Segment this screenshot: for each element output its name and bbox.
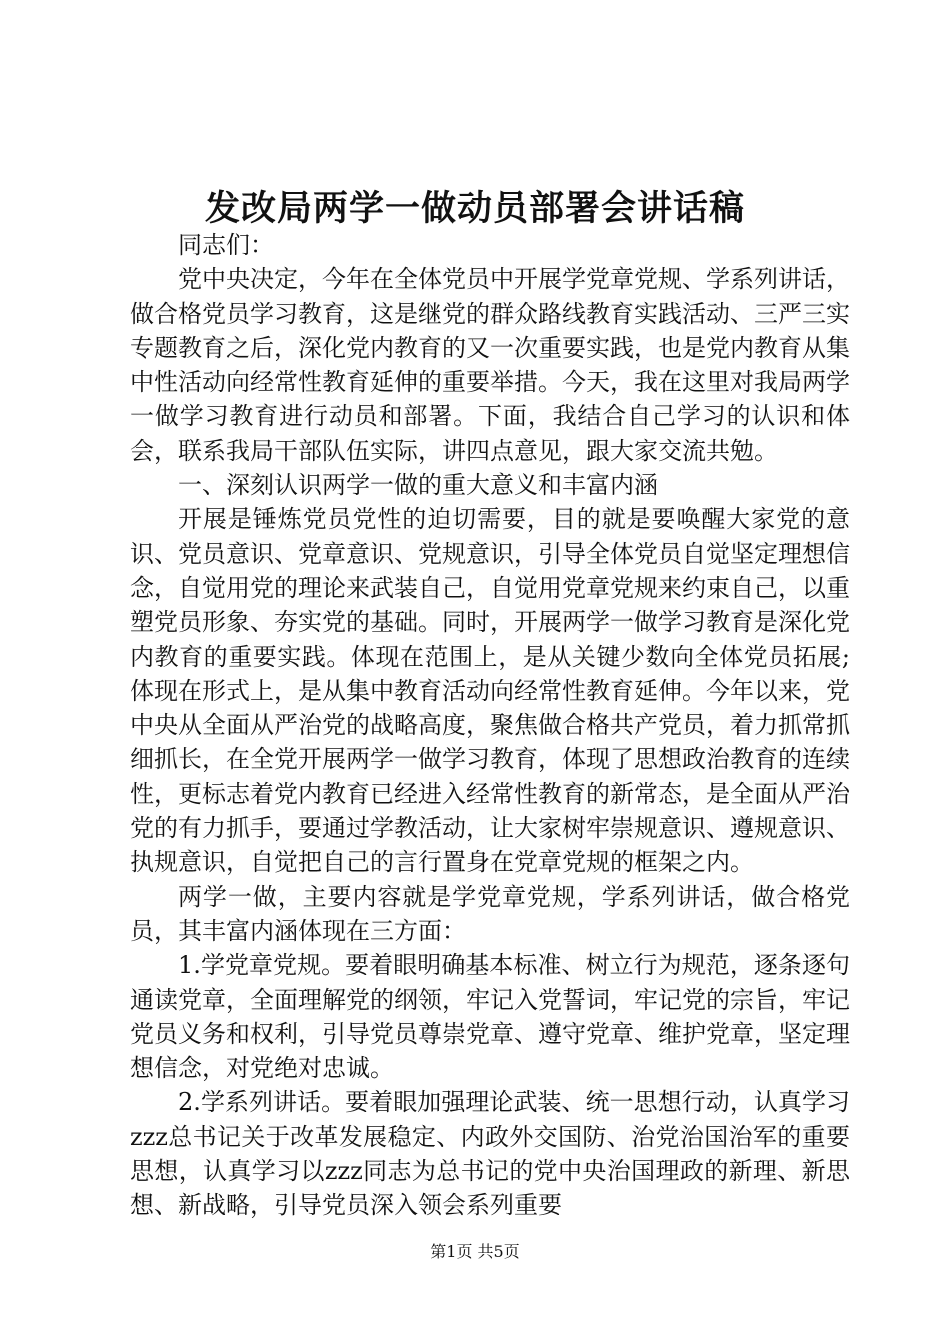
page-number-footer: 第1页 共5页: [430, 1242, 520, 1261]
document-title: 发改局两学一做动员部署会讲话稿: [204, 188, 745, 229]
section-heading: 一、深刻认识两学一做的重大意义和丰富内涵: [178, 471, 658, 500]
list-item-paragraph: 2.学系列讲话。要着眼加强理论武装、统一思想行动，认真学习zzz总书记关于改革发展稳定、内政外交国防、治党治国治军的重要思想，认真学习以zzz同志为总书记的党中央治国理政的新理、新思想、新战略，引导党员深入领会系列重要: [130, 1088, 850, 1220]
list-item-paragraph: 1.学党章党规。要着眼明确基本标准、树立行为规范，逐条逐句通读党章，全面理解党的纲领，牢记入党誓词，牢记党的宗旨，牢记党员义务和权利，引导党员尊崇党章、遵守党章、维护党章，坚定理想信念，对党绝对忠诚。: [130, 951, 850, 1083]
body-paragraph: 两学一做，主要内容就是学党章党规，学系列讲话，做合格党员，其丰富内涵体现在三方面：: [130, 882, 850, 945]
salutation-paragraph: 同志们：: [178, 231, 274, 259]
body-paragraph: 开展是锤炼党员党性的迫切需要，目的就是要唤醒大家党的意识、党员意识、党章意识、党规意识，引导全体党员自觉坚定理想信念，自觉用党的理论来武装自己，自觉用党章党规来约束自己，以重塑党员形象、夯实党的基础。同时，开展两学一做学习教育是深化党内教育的重要实践。体现在范围上，是从关键少数向全体党员拓展;体现在形式上，是从集中教育活动向经常性教育延伸。今年以来，党中央从全面从严治党的战略高度，聚焦做合格共产党员，着力抓常抓细抓长，在全党开展两学一做学习教育，体现了思想政治教育的连续性，更标志着党内教育已经进入经常性教育的新常态，是全面从严治党的有力抓手，要通过学教活动，让大家树牢崇规意识、遵规意识、执规意识，自觉把自己的言行置身在党章党规的框架之内。: [130, 505, 850, 877]
document-body: [130, 228, 850, 1223]
intro-paragraph: 党中央决定，今年在全体党员中开展学党章党规、学系列讲话，做合格党员学习教育，这是继党的群众路线教育实践活动、三严三实专题教育之后，深化党内教育的又一次重要实践，也是党内教育从集中性活动向经常性教育延伸的重要举措。今天，我在这里对我局两学一做学习教育进行动员和部署。下面，我结合自己学习的认识和体会，联系我局干部队伍实际，讲四点意见，跟大家交流共勉。: [130, 265, 850, 465]
